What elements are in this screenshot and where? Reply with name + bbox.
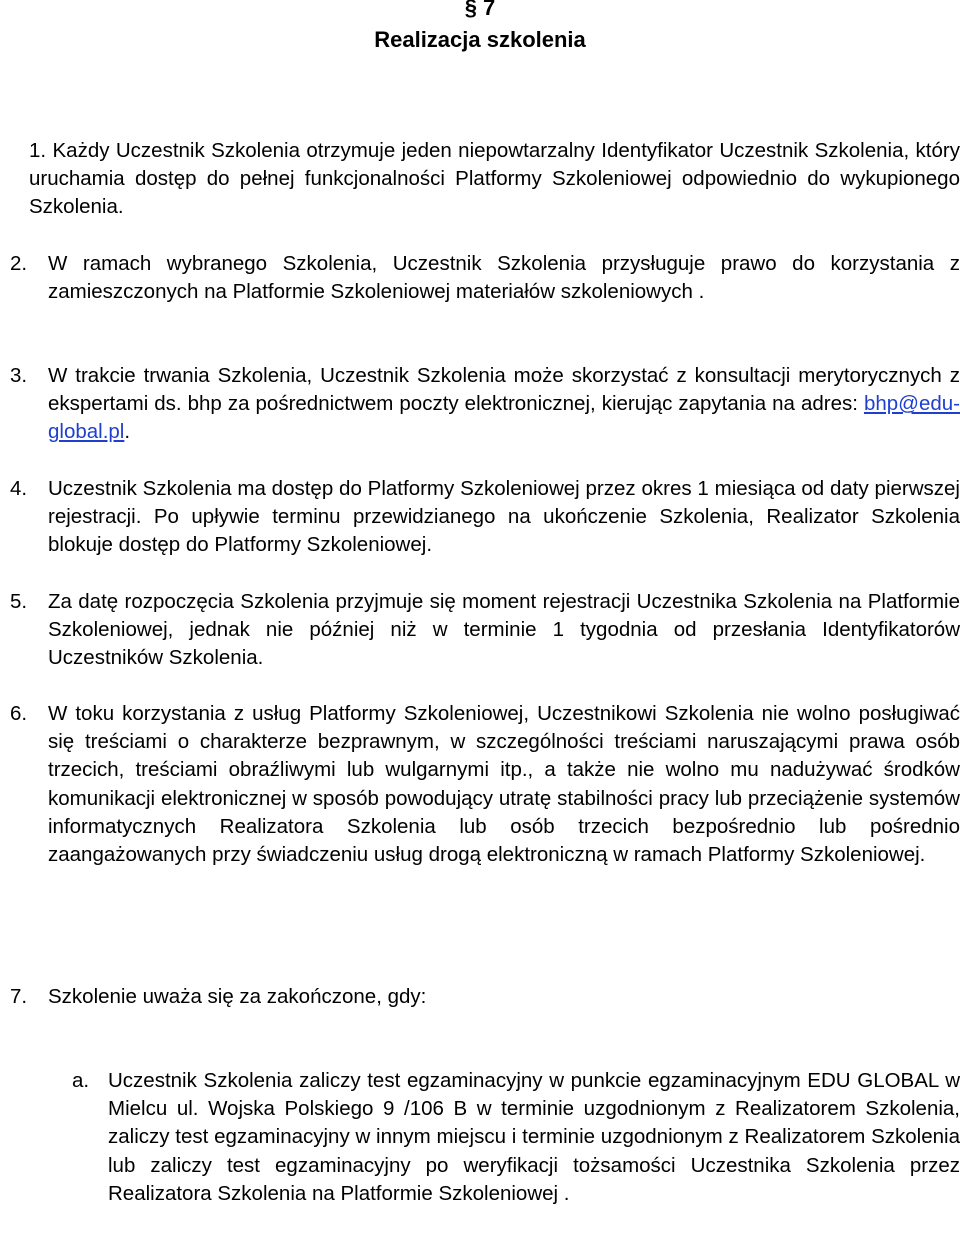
list-item-1 [9,137,960,222]
sub-list-item-a-text: Uczestnik Szkolenia zaliczy test egzaminacyjny w punkcie egzaminacyjnym EDU GLOBAL w Mielcu ul. Wojska Polskiego 9 /106 B w terminie uzgodnionym z Realizatorem Szkolenia, zaliczy test egzaminacyjny w innym miejscu i terminie uzgodnionym z Realizatorem Szkolenia lub zaliczy test egzaminacyjny po weryfikacji tożsamości Uczestnika Szkolenia przez Realizatora Szkolenia na Platformie Szkoleniowej . [108,1069,960,1205]
sub-list-item-a [72,1067,960,1208]
list-item-7 [10,983,960,1011]
list-item-6 [10,700,960,869]
list-item-3-text [48,362,960,447]
list-item-4 [10,475,960,560]
email-link[interactable]: bhp@edu-global.pl [48,392,960,444]
list-item-4-number: 4. [10,477,28,500]
section-title: Realizacja szkolenia [374,27,586,52]
list-item-2-text: W ramach wybranego Szkolenia, Uczestnik Szkolenia przysługuje prawo do korzystania z zamieszczonych na Platformie Szkoleniowej materiałów szkoleniowych . [48,252,960,304]
list-item-6-text: W toku korzystania z usług Platformy Szkoleniowej, Uczestnikowi Szkolenia nie wolno posługiwać się treściami o charakterze bezprawnym, w szczególności treściami naruszającymi prawa osób trzecich, treściami obraźliwymi lub wulgarnymi itp., a także nie wolno mu nadużywać środków komunikacji elektronicznej w sposób powodujący utratę stabilności pracy lub przeciążenie systemów informatycznych Realizatora Szkolenia lub osób trzecich bezpośrednio lub pośrednio zaangażowanych przy świadczeniu usług drogą elektroniczną w ramach Platformy Szkoleniowej. [48,702,960,867]
list-item-3-period: . [124,420,131,444]
list-item-2-number: 2. [10,252,28,275]
list-item-1-text [9,137,960,222]
list-item-5 [10,588,960,673]
list-item-6-number: 6. [10,702,28,725]
list-item-1-body: Każdy Uczestnik Szkolenia otrzymuje jeden niepowtarzalny Identyfikator Uczestnik Szkolenia, który uruchamia dostęp do pełnej funkcjonalności Platformy Szkoleniowej odpowiednio do wykupionego Szkolenia. [29,139,960,219]
list-item-7-number: 7. [10,985,28,1008]
list-item-1-number: 1. [29,139,47,162]
list-item-2 [10,250,960,306]
list-item-4-text: Uczestnik Szkolenia ma dostęp do Platformy Szkoleniowej przez okres 1 miesiąca od daty pierwszej rejestracji. Po upływie terminu przewidzianego na ukończenie Szkolenia, Realizator Szkolenia blokuje dostęp do Platformy Szkoleniowej. [48,477,960,557]
list-item-5-number: 5. [10,590,28,613]
list-item-3-body: W trakcie trwania Szkolenia, Uczestnik Szkolenia może skorzystać z konsultacji merytorycznych z ekspertami ds. bhp za pośrednictwem poczty elektronicznej, kierując zapytania na adres: [48,364,960,416]
section-number: § 7 [464,0,496,20]
list-item-7-text: Szkolenie uważa się za zakończone, gdy: [48,985,427,1008]
list-item-3 [10,362,960,447]
sub-list-item-a-letter: a. [72,1069,90,1092]
list-item-3-number: 3. [10,364,28,387]
list-item-5-text: Za datę rozpoczęcia Szkolenia przyjmuje się moment rejestracji Uczestnika Szkolenia na Platformie Szkoleniowej, jednak nie później niż w terminie 1 tygodnia od przesłania Identyfikatorów Uczestników Szkolenia. [48,590,960,670]
